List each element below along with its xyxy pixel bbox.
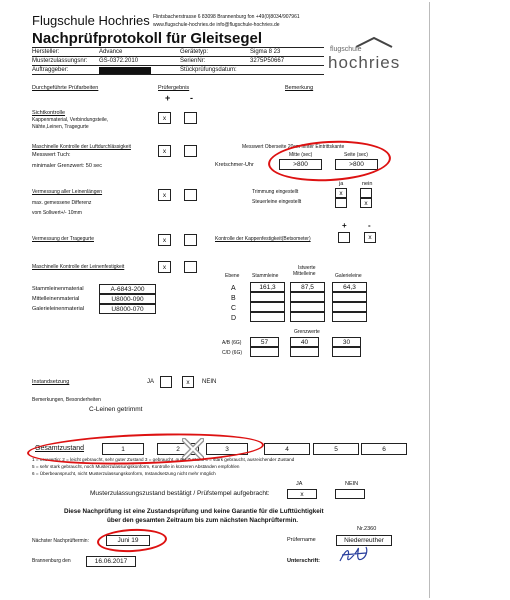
red-ellipse-termin (96, 527, 167, 554)
ebene-a-galerie: 64,3 (332, 282, 367, 292)
ebene-b-stamm (250, 292, 285, 302)
stempel-label: Musterzulassungszustand bestätigt / Prüfstempel aufgebracht: (90, 490, 270, 497)
zustand-cell-6[interactable]: 6 (361, 443, 407, 455)
hersteller-label: Hersteller: (32, 49, 60, 55)
ebene-a-stamm: 161,3 (250, 282, 285, 292)
trimmung-ja-checkbox[interactable]: x (335, 188, 347, 198)
col-ergebnis: Prüfergebnis (158, 85, 190, 91)
mitte-label: Mitte (sec) (289, 152, 313, 158)
ort-label: Brannenburg den (32, 558, 71, 564)
grenz-mittel-cd (290, 347, 319, 357)
ebene-d-mittel (290, 312, 325, 322)
col-arbeiten: Durchgeführte Prüfarbeiten (32, 85, 99, 91)
grenz-galerie: 30 (332, 337, 361, 347)
col-bemerkung: Bemerkung (285, 85, 314, 91)
pruefname-label: Prüfername (287, 537, 316, 543)
gesamt-legend-1: 1 = neuwertig; 2 = leicht gebraucht, sehr guter Zustand 3 = gebraucht, guter Zustand 4 = stark gebraucht, ausreichender Zustand (32, 457, 295, 462)
sicht-plus-checkbox[interactable]: x (158, 112, 171, 124)
mitte-value: >800 (279, 159, 322, 170)
luft-title: Maschinelle Kontrolle der Luftdurchlässigkeit (32, 144, 131, 150)
ebene-d-label: D (231, 315, 237, 322)
trimmung-label: Trimmung eingestellt (252, 189, 299, 195)
col-minus: - (190, 93, 193, 103)
geraetetyp-label: Gerätetyp: (180, 49, 209, 55)
kappe-label: Kontrolle der Kappenfestigkeit(Betsometer) (215, 236, 311, 242)
instand-nein-label: NEIN (202, 379, 217, 385)
material-row-1-label: Stammleinenmaterial (32, 286, 84, 292)
kretschmer-label: Kretschmer-Uhr (215, 162, 254, 168)
ebene-label: Ebene (225, 273, 240, 279)
signature-scribble (336, 543, 372, 567)
grenz-stamm-cd (250, 347, 279, 357)
document-page (2, 2, 430, 598)
ebene-c-galerie (332, 302, 367, 312)
vermessung-minus-checkbox[interactable] (184, 189, 197, 201)
contact-line-1: Flintsbacherstrasse 6 83098 Brannenburg fon +49(0)8034/907961 (153, 14, 300, 20)
kappe-plus-checkbox[interactable] (338, 232, 350, 243)
col-mittelleine: Mittelleine (293, 271, 316, 277)
sicht-title: Sichtkontrolle (32, 110, 66, 116)
luft-minus-checkbox[interactable] (184, 145, 197, 157)
ebene-c-stamm (250, 302, 285, 312)
logo-small-text: flugschule (330, 46, 362, 53)
vermessung-plus-checkbox[interactable]: x (158, 189, 171, 201)
stempel-ja-label: JA (296, 481, 303, 487)
material-row-2-value: U8000-090 (99, 294, 156, 304)
unterschrift-label: Unterschrift: (287, 558, 321, 564)
trag-plus-checkbox[interactable]: x (158, 234, 171, 246)
trag-minus-checkbox[interactable] (184, 234, 197, 246)
trim-ja-label: ja (339, 181, 344, 187)
ebene-d-galerie (332, 312, 367, 322)
trag-title: Vermessung der Tragegurte (32, 236, 94, 242)
trimmung-nein-checkbox[interactable] (360, 188, 372, 198)
stempel-ja-checkbox[interactable]: x (287, 489, 317, 499)
disclaimer-line-2: über den gesamten Zeitraum bis zum nächsten Nachprüftermin. (107, 517, 299, 524)
instand-nein-checkbox[interactable]: x (182, 376, 194, 388)
sicht-line-1: Kappenmaterial, Verbindungsteile, (32, 117, 109, 123)
bemerkung-text: C-Leinen getrimmt (89, 406, 143, 413)
luft-line-1: Messwert Tuch: (32, 152, 71, 158)
grenz-galerie-cd (332, 347, 361, 357)
vermessung-line-1: max. gemessene Differenz (32, 200, 92, 206)
bemerkung-label: Bemerkungen, Besonderheiten (32, 397, 101, 403)
steuer-nein-checkbox[interactable]: x (360, 198, 372, 208)
kappe-minus: - (368, 221, 371, 230)
geraetetyp-value: Sigma 8 23 (250, 49, 281, 55)
naechster-termin-value: Juni 19 (106, 535, 150, 546)
ebene-d-stamm (250, 312, 285, 322)
leinen-title: Maschinelle Kontrolle der Leinenfestigkeit (32, 264, 125, 270)
page-title: Nachprüfprotokoll für Gleitsegel (32, 30, 263, 47)
zustand-cell-5[interactable]: 5 (313, 443, 359, 455)
sicht-line-2: Nähte,Leinen, Tragegurte (32, 124, 89, 130)
ebene-c-label: C (231, 305, 237, 312)
logo-big-text: hochries (328, 53, 401, 72)
col-plus: + (165, 93, 171, 103)
zustand-cell-3[interactable]: 3 (206, 443, 248, 455)
col-galerieleine: Galerieleine (335, 273, 362, 279)
gesamt-legend-2: 5 = sehr stark gebraucht, noch Musterzulassungskonform, Kontrolle in kürzeren Abständen empfohlen (32, 464, 240, 469)
seite-value: >800 (335, 159, 378, 170)
auftrag-label: Auftraggeber: (32, 67, 69, 73)
col-stammleine: Stammleine (252, 273, 279, 279)
vermessung-line-2: vom Sollwert+/- 10mm (32, 210, 82, 216)
ebene-a-label: A (231, 285, 236, 292)
contact-line-2: www.flugschule-hochries.de info@flugschule-hochries.de (153, 22, 280, 28)
nr-label: Nr.2360 (357, 526, 377, 532)
datum-value: 16.06.2017 (86, 556, 136, 567)
instand-title: Instandsetzung (32, 379, 70, 385)
kappe-minus-checkbox[interactable]: x (364, 232, 376, 243)
ab-label: A/B (6G) (222, 340, 242, 346)
disclaimer-line-1: Diese Nachprüfung ist eine Zustandsprüfung und keine Garantie für die Lufttüchtigkeit (64, 508, 324, 515)
serien-value: 3275P50667 (250, 58, 285, 64)
gesamt-label: Gesamtzustand (35, 445, 85, 452)
vermessung-title: Vermessung aller Leinenlängen (32, 189, 103, 195)
trim-nein-label: nein (362, 181, 373, 187)
ebene-b-galerie (332, 292, 367, 302)
muster-value: GS-0372.2010 (99, 58, 139, 64)
muster-label: Musterzulassungsnr: (32, 58, 88, 64)
luft-remark: Messwert Oberseite 20cm hinter Eintrittskante (242, 144, 345, 150)
ebene-b-label: B (231, 295, 236, 302)
company-name: Flugschule Hochries (32, 13, 150, 28)
istwerte-label: Istwerte (298, 265, 316, 271)
material-row-3-label: Galerieleinenmaterial (32, 306, 84, 312)
grenz-stamm: 57 (250, 337, 279, 347)
zustand-cell-4[interactable]: 4 (264, 443, 310, 455)
material-row-2-label: Mittelleinenmaterial (32, 296, 80, 302)
cd-label: C/D (6G) (222, 350, 242, 356)
stempel-nein-label: NEIN (345, 481, 359, 487)
ebene-b-mittel (290, 292, 325, 302)
leinen-minus-checkbox[interactable] (184, 261, 197, 273)
material-row-3-value: U8000-070 (99, 304, 156, 314)
ebene-c-mittel (290, 302, 325, 312)
pruefname-value: Niederreuther (336, 535, 392, 546)
redacted-name-bar (99, 67, 151, 74)
material-row-1-value: A-6843-200 (99, 284, 156, 294)
hersteller-value: Advance (99, 49, 123, 55)
instand-ja-checkbox[interactable] (160, 376, 172, 388)
ebene-a-mittel: 87,5 (290, 282, 325, 292)
zustand-cell-1[interactable]: 1 (102, 443, 144, 455)
grenz-mittel: 40 (290, 337, 319, 347)
stueck-label: Stückprüfungsdatum: (180, 67, 237, 73)
stempel-nein-checkbox[interactable] (335, 489, 365, 499)
kappe-plus: + (342, 221, 347, 230)
grenzwerte-label: Grenzwerte (294, 329, 320, 335)
instand-ja-label: JA (147, 379, 155, 385)
steuer-ja-checkbox[interactable] (335, 198, 347, 208)
luft-line-2: minimaler Grenzwert: 50 sec (32, 163, 102, 169)
seite-label: Seite (sec) (344, 152, 368, 158)
zustand-cell-2[interactable]: 2 (157, 443, 199, 455)
sicht-minus-checkbox[interactable] (184, 112, 197, 124)
steuer-label: Steuerleine eingestellt (252, 199, 302, 205)
luft-plus-checkbox[interactable]: x (158, 145, 171, 157)
serien-label: SerienNr: (180, 58, 206, 64)
naechster-label: Nächster Nachprüftermin: (32, 538, 89, 544)
gesamt-legend-3: 6 = Überbeansprucht, nicht Musterzulassungskonform, Instandsetzung nicht mehr möglich (32, 471, 216, 476)
leinen-plus-checkbox[interactable]: x (158, 261, 171, 273)
